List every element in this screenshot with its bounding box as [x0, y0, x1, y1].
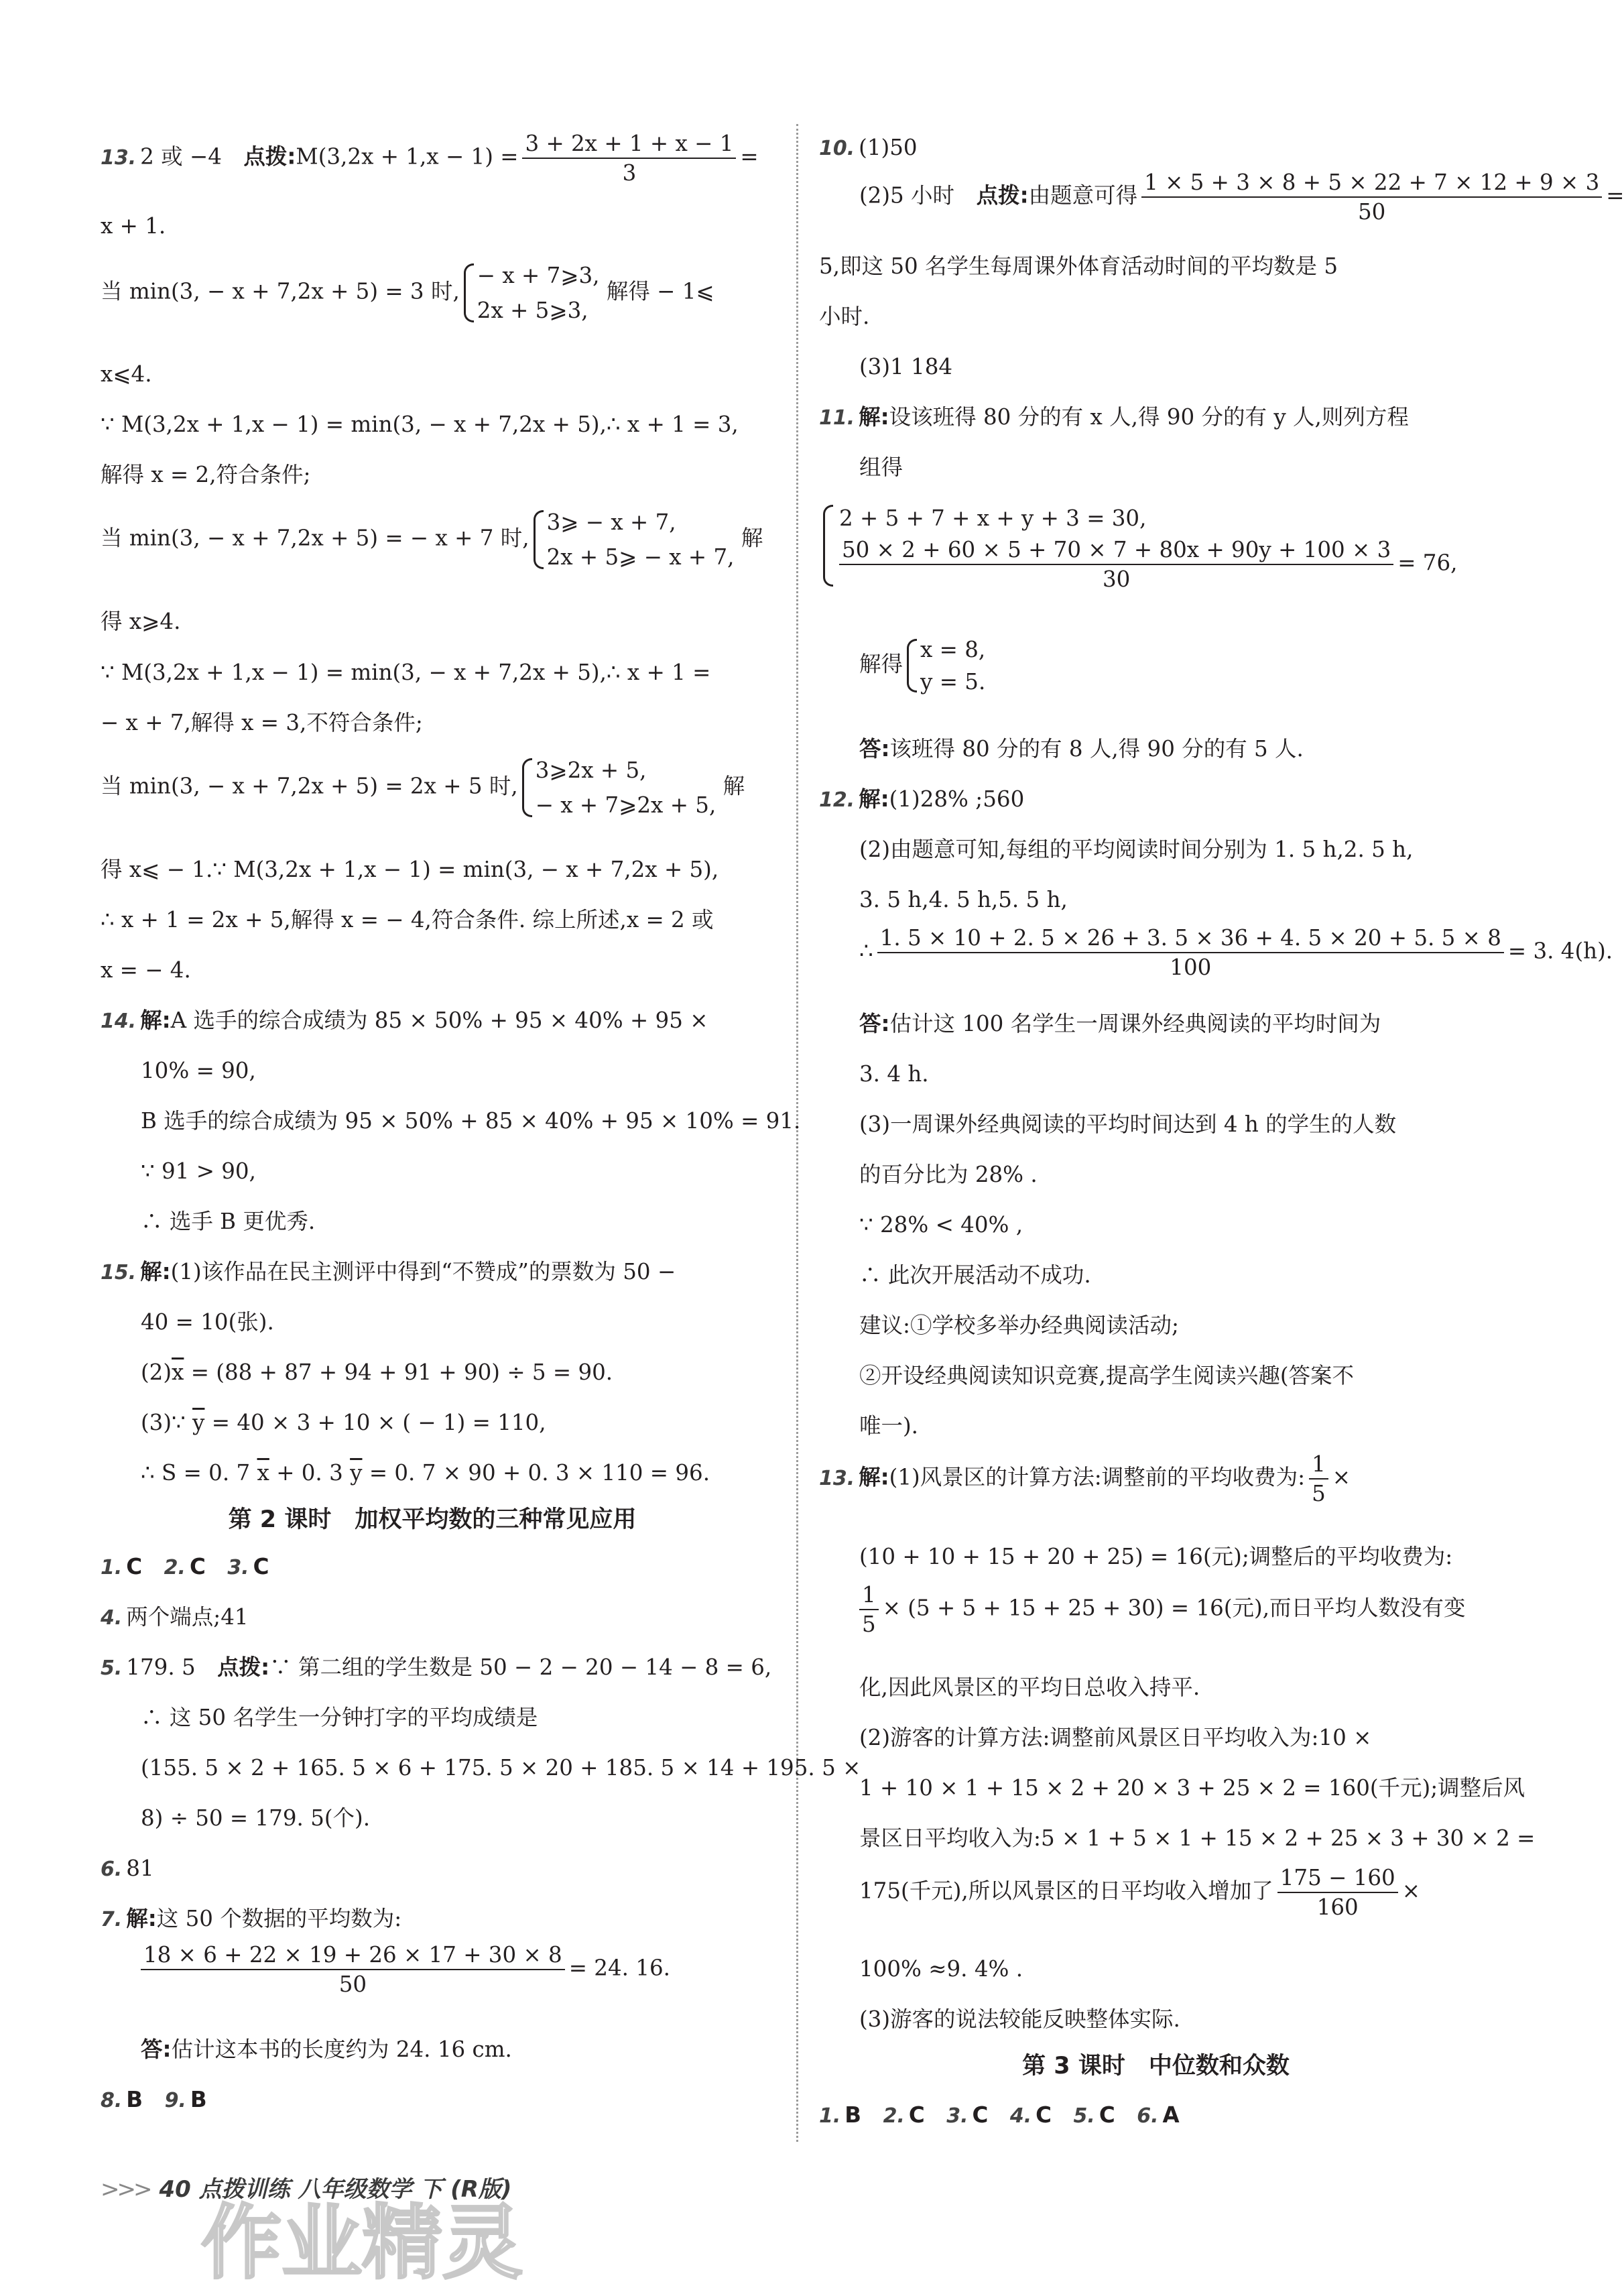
fraction: $\frac{1 \times 5 + 3 \times 8 + 5 \times 22 + 7 \times 12 + 9 \times 3}{50}$	[1141, 170, 1602, 225]
q6-line: 6. 81	[101, 1856, 154, 1881]
q1-3-answers: 1. C 2. C 3. C	[101, 1554, 269, 1579]
watermark: 作业精灵	[201, 2197, 523, 2290]
equation-system: 3⩾ − x + 7, 2x + 5⩾ − x + 7,	[529, 505, 735, 575]
q5-line2: ∴ 这 50 名学生一分钟打字的平均成绩是	[141, 1705, 538, 1730]
q12-line12: ②开设经典阅读知识竞赛,提高学生阅读兴趣(答案不	[859, 1363, 1355, 1388]
q15-line4: (3)∵ $\overline{y} = 40 \times 3 + 10$ × ( − 1) = 110,	[141, 1410, 546, 1435]
q11-line1: 11. 解:设该班得 80 分的有 x 人,得 90 分的有 y 人,则列方程	[819, 404, 1409, 430]
fraction: $\frac{3 + 2x + 1 + x - 1}{3}$	[522, 131, 736, 186]
q12-line6: 3. 4 h.	[859, 1061, 929, 1087]
section-heading: 第 3 课时 中位数和众数	[1022, 2053, 1290, 2079]
q15-line3: $(2)\overline{x} = (88 + 87 + 94 + 91 + 90) \div 5 = 90$.	[141, 1360, 613, 1385]
q5-line3: (155. 5 × 2 + 165. 5 × 6 + 175. 5 × 20 + 185. 5 × 14 + 195. 5 ×	[141, 1755, 861, 1780]
q13-line12: 得 x⩽ − 1.∵ M(3,2x + 1,x − 1) = min(3, − x + 7,2x + 5),	[101, 857, 719, 882]
equation-system: − x + 7⩾3, 2x + 5⩾3,	[460, 258, 600, 328]
fraction: $\frac{18 \times 6 + 22 \times 19 + 26 \times 17 + 30 \times 8}{50}$	[141, 1942, 565, 1997]
q12-line1: 12. 解:(1)28% ;560	[819, 786, 1025, 812]
q1-6-answers: 1. B 2. C 3. C 4. C 5. C 6. A	[819, 2102, 1180, 2128]
section-heading: 第 2 课时 加权平均数的三种常见应用	[228, 1506, 637, 1533]
q11-line2: 组得	[859, 455, 903, 480]
q15-line1: 15. 解:(1)该作品在民主测评中得到“不赞成”的票数为 50 −	[101, 1259, 676, 1284]
q13-line6: 解得 x = 2,符合条件;	[101, 462, 311, 487]
q13-line9: 100% ≈9. 4% .	[859, 1956, 1023, 1982]
chevron-icon: >>>	[101, 2176, 150, 2203]
q10-line4: 小时.	[819, 304, 870, 329]
q12-answer: 答:估计这 100 名学生一周课外经典阅读的平均时间为	[859, 1011, 1381, 1036]
q11-solution: 解得 x = 8, y = 5.	[859, 633, 985, 698]
q11-answer: 答:该班得 80 分的有 8 人,得 90 分的有 5 人.	[859, 736, 1304, 762]
q7-fraction-line: $\frac{18 \times 6 + 22 \times 19 + 26 \times 17 + 30 \times 8}{50}$ = 24. 16.	[141, 1942, 670, 1997]
q13-line3: 当 min(3, − x + 7,2x + 5) = 3 时, − x + 7⩾3, 2x + 5⩾3, 解得 − 1⩽	[101, 258, 714, 328]
solution-system: x = 8, y = 5.	[903, 633, 985, 698]
equation-system: 2 + 5 + 7 + x + y + 3 = 30, $\frac{50 \times 2 + 60 \times 5 + 70 \times 7 + 80x + 90y + 100 \times 3}{30}$ = 76,	[819, 499, 1458, 592]
q7-answer: 答:估计这本书的长度约为 24. 16 cm.	[141, 2037, 512, 2062]
q13-line10: − x + 7,解得 x = 3,不符合条件;	[101, 710, 423, 735]
q15-line2: 40 = 10(张).	[141, 1309, 274, 1335]
q13-line1: 13. 解:(1)风景区的计算方法:调整前的平均收费为: $\frac{1}{5}$ ×	[819, 1451, 1351, 1506]
q12-line2: (2)由题意可知,每组的平均阅读时间分别为 1. 5 h,2. 5 h,	[859, 837, 1414, 862]
fraction: $\frac{1}{5}$	[1309, 1451, 1328, 1506]
q12-line8: 的百分比为 28% .	[859, 1162, 1038, 1187]
q13-line13: ∴ x + 1 = 2x + 5,解得 x = − 4,符合条件. 综上所述,x = 2 或	[101, 907, 714, 932]
fraction: $\frac{175 - 160}{160}$	[1277, 1865, 1398, 1920]
q4-line: 4. 两个端点;41	[101, 1604, 249, 1630]
q13-line7: 当 min(3, − x + 7,2x + 5) = − x + 7 时, 3⩾ − x + 7, 2x + 5⩾ − x + 7, 解	[101, 505, 763, 575]
q13-line11: 当 min(3, − x + 7,2x + 5) = 2x + 5 时, 3⩾2x + 5, − x + 7⩾2x + 5, 解	[101, 753, 745, 823]
q13-line10: (3)游客的说法较能反映整体实际.	[859, 2006, 1180, 2032]
q13-line8: 得 x⩾4.	[101, 609, 181, 634]
q13-line5: ∵ M(3,2x + 1,x − 1) = min(3, − x + 7,2x + 5),∴ x + 1 = 3,	[101, 412, 739, 437]
q11-system	[819, 499, 1458, 592]
q13-line7: 景区日平均收入为:5 × 1 + 5 × 1 + 15 × 2 + 25 × 3 + 30 × 2 =	[859, 1825, 1536, 1851]
q10-line5: (3)1 184	[859, 354, 953, 379]
q7-line1: 7. 解:这 50 个数据的平均数为:	[101, 1906, 402, 1931]
q13-line2: (10 + 10 + 15 + 20 + 25) = 16(元);调整后的平均收费为:	[859, 1544, 1453, 1569]
q12-line13: 唯一).	[859, 1413, 919, 1439]
q14-line5: ∴ 选手 B 更优秀.	[141, 1209, 316, 1234]
q13-line14: x = − 4.	[101, 957, 191, 983]
q13-line3: $\frac{1}{5}$ × (5 + 5 + 15 + 25 + 30) = 16(元),而日平均人数没有变	[859, 1582, 1466, 1637]
q5-line1: 5. 179. 5 点拨:∵ 第二组的学生数是 50 − 2 − 20 − 14 − 8 = 6,	[101, 1654, 772, 1680]
fraction: $\frac{50 \times 2 + 60 \times 5 + 70 \times 7 + 80x + 90y + 100 \times 3}{30}$	[839, 537, 1393, 592]
q12-line9: ∵ 28% < 40% ,	[859, 1212, 1023, 1237]
fraction: $\frac{1}{5}$	[859, 1582, 879, 1637]
q13-line1: 13. 2 或 −4 点拨:M(3,2x + 1,x − 1) = $\frac{3 + 2x + 1 + x - 1}{3}$ =	[101, 131, 759, 186]
q10-line2: (2)5 小时 点拨:由题意可得 $\frac{1 \times 5 + 3 \times 8 + 5 \times 22 + 7 \times 12 + 9 \times 3}{50}$ =	[859, 170, 1624, 225]
q14-line2: 10% = 90,	[141, 1058, 256, 1083]
q13-line2: x + 1.	[101, 213, 166, 239]
q12-line4: ∴ $\frac{1. 5 \times 10 + 2. 5 \times 26 + 3. 5 \times 36 + 4. 5 \times 20 + 5. 5 \times 8}{100}$ = 3. 4(h).	[859, 925, 1613, 980]
equation-system: 3⩾2x + 5, − x + 7⩾2x + 5,	[518, 753, 716, 823]
q5-line4: 8) ÷ 50 = 179. 5(个).	[141, 1805, 371, 1831]
q12-line10: ∴ 此次开展活动不成功.	[859, 1262, 1091, 1288]
q13-line5: (2)游客的计算方法:调整前风景区日平均收入为:10 ×	[859, 1725, 1372, 1750]
q13-line6: 1 + 10 × 1 + 15 × 2 + 20 × 3 + 25 × 2 = 160(千元);调整后风	[859, 1775, 1525, 1801]
page-number: 40	[159, 2176, 191, 2203]
q10-line3: 5,即这 50 名学生每周课外体育活动时间的平均数是 5	[819, 253, 1338, 279]
q13-line9: ∵ M(3,2x + 1,x − 1) = min(3, − x + 7,2x + 5),∴ x + 1 =	[101, 660, 711, 685]
book-title: 点拨训练 八年级数学 下 (R版)	[198, 2176, 512, 2203]
q15-line5: ∴ S = 0. 7 $\overline{x} + 0$. 3 $\overline{y} = 0$. 7 × 90 + 0. 3 × 110 = 96.	[141, 1460, 710, 1486]
q13-line4: 化,因此风景区的平均日总收入持平.	[859, 1675, 1200, 1700]
q14-line3: B 选手的综合成绩为 95 × 50% + 85 × 40% + 95 × 10% = 91.	[141, 1108, 801, 1134]
q13-line4: x⩽4.	[101, 361, 152, 387]
q12-line11: 建议:①学校多举办经典阅读活动;	[859, 1313, 1179, 1338]
q13-line8: 175(千元),所以风景区的日平均收入增加了 $\frac{175 - 160}{160}$ ×	[859, 1865, 1420, 1920]
q10-line1: 10. (1)50	[819, 135, 918, 160]
fraction: $\frac{1. 5 \times 10 + 2. 5 \times 26 + 3. 5 \times 36 + 4. 5 \times 20 + 5. 5 \times 8}{100}$	[877, 925, 1504, 980]
q14-line1: 14. 解:A 选手的综合成绩为 85 × 50% + 95 × 40% + 95 ×	[101, 1008, 708, 1033]
q12-line3: 3. 5 h,4. 5 h,5. 5 h,	[859, 887, 1068, 912]
q12-line7: (3)一周课外经典阅读的平均时间达到 4 h 的学生的人数	[859, 1111, 1397, 1137]
q14-line4: ∵ 91 > 90,	[141, 1158, 256, 1184]
q8-9-answers: 8. B 9. B	[101, 2087, 207, 2112]
